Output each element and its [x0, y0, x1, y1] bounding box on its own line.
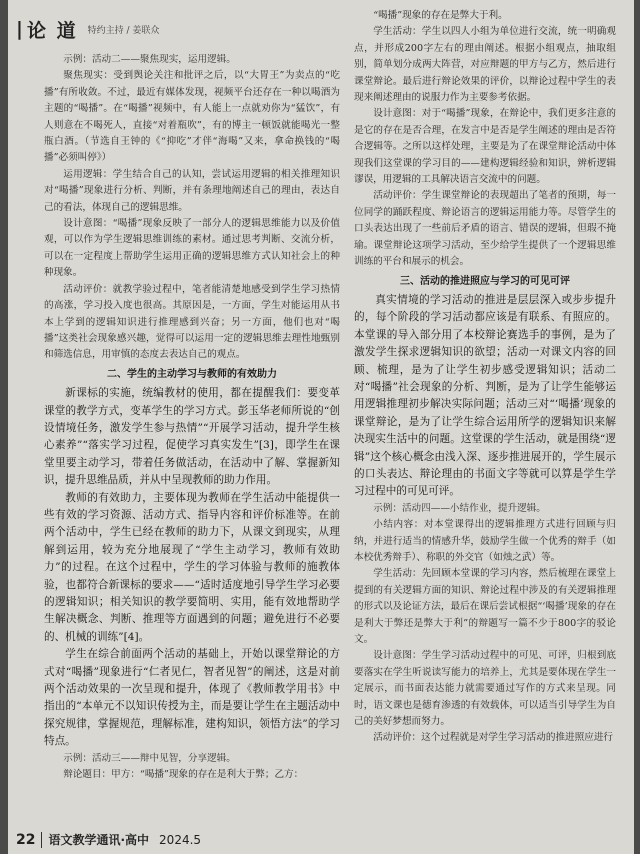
paragraph: 活动评价：就教学验过程中，笔者能清楚地感受到学生学习热情的高涨，学习投入度也很高。其原因是，一方面，学生对能运用从书本上学到的逻辑知识进行推理感到兴奋；另一方面，他们也对“喝播”这类社会现象感兴趣，觉得可以运用一定的逻辑思维去理性地甄别和筛选信息，用审慎的态度去表达自己的观点。: [44, 283, 340, 361]
issue-date: 2024.5: [159, 832, 202, 847]
paragraph: 设计意图：学生学习活动过程中的可见、可评，归根到底要落实在学生听说读写能力的培养上，尤其是要体现在学生一定展示，而书面表达能力就需要通过写作的方式来呈现。同时，语文课也是德育渗透的有效载体，可以适当引导学生为自己的美好梦想而努力。: [354, 650, 616, 728]
paragraph: 教师的有效助力，主要体现为教师在学生活动中能提供一些有效的学习资源、活动方式、指导内容和评价标准等。在前两个活动中，学生已经在教师的助力下，从课文到现实，从理解到运用，较为充分地展现了“学生主动学习，教师有效助力”的过程。在这个过程中，学生的学习体验与教师的施教体验，也都符合新课标的要求——“适时适度地引导学生学习必要的逻辑知识；相关知识的教学要简明、实用，能有效地帮助学生解决概念、判断、推理等方面遇到的问题；避免进行不必要的、机械的训练”[4]。: [44, 491, 340, 643]
section-heading: 二、学生的主动学习与教师的有效助力: [107, 368, 277, 380]
paragraph: 活动评价：学生课堂辩论的表现超出了笔者的预期，每一位同学的踊跃程度、辩论语言的逻辑运用能力等。尽管学生的口头表达出现了一些前后矛盾的语言、错误的逻辑，但瑕不掩瑜。课堂辩论这项学习活动，至少给学生提供了一个逻辑思维训练的平台和展示的机会。: [354, 190, 616, 268]
paragraph: 真实情境的学习活动的推进是层层深入或步步提升的，每个阶段的学习活动都应该是有联系、有照应的。本堂课的导入部分用了本校辩论赛选手的事例，是为了激发学生探求逻辑知识的欲望；活动一对课文内容的回顾、梳理，是为了让学生初步感受逻辑知识；活动二对“喝播”社会现象的分析、判断，是为了让学生能够运用逻辑推理初步解决实际问题；活动三对“‘喝播’现象的课堂辩论，是为了让学生综合运用所学的逻辑知识来解决现实生活中的问题。这堂课的学生活动，就是围绕“逻辑”这个核心概念由浅入深、逐步推进展开的，学生展示的口头表达、辩论理由的书面文字等就可以算是学生学习过程中的可见可评。: [354, 293, 616, 498]
section-heading: 三、活动的推进照应与学习的可见可评: [400, 275, 570, 287]
footer-divider: [41, 832, 42, 848]
paragraph: 设计意图：对于“喝播”现象，在辩论中，我们更多注意的是它的存在是否合理，在发言中是否是学生阐述的理由是否符合逻辑等。之所以这样处理，主要是为了在课堂辩论活动中体现我们这堂课的学习目的——建构逻辑经验和知识，辨析逻辑谬误，用逻辑的工具解决语言交流中的问题。: [354, 108, 616, 186]
right-column: [354, 8, 616, 747]
paragraph: 学生活动：学生以四人小组为单位进行交流，统一明确观点，并形成200字左右的理由阐述。根据小组观点，抽取组别，简单划分成两大阵营，对应辩题的甲方与乙方，然后进行课堂辩论。最后进行辩论效果的评价，以辩论过程中学生的表现来阐述理由的说服力作为主要参考依据。: [354, 26, 616, 104]
paragraph: 学生活动：先回顾本堂课的学习内容，然后梳理在课堂上提到的有关逻辑方面的知识、辩论过程中涉及的有关逻辑推理的形式以及论证方法，最后在课后尝试根据“‘喝播’现象的存在是利大于弊还是弊大于利”的辩题写一篇不少于800字的驳论文。: [354, 568, 616, 646]
paragraph: 新课标的实施，统编教材的使用，都在提醒我们：要变革课堂的教学方式，变革学生的学习方式。彭玉华老师所说的“创设情境任务，激发学生参与热情”“开展学习活动，提升学生核心素养”“落实学习过程，促使学习真实发生”[3]，即学生在课堂里要主动学习，带着任务做活动，在活动中了解、掌握新知识，提升思维品质，并从中呈现教师的助力作用。: [44, 387, 340, 487]
paragraph: 运用逻辑：学生结合自己的认知，尝试运用逻辑的相关推理知识对“喝播”现象进行分析、判断，并有条理地阐述自己的理由，表达自己的看法，体现自己的逻辑思维。: [44, 168, 340, 213]
header-bar: |: [16, 18, 23, 40]
paragraph: 示例：活动二——聚焦现实，运用逻辑。: [63, 54, 236, 65]
paragraph: “喝播”现象的存在是弊大于利。: [373, 10, 508, 21]
column-host: 特约主持 / 姜联众: [87, 25, 160, 36]
page-footer: [16, 831, 201, 848]
column-category: 论 道: [26, 19, 78, 42]
paragraph: 学生在综合前面两个活动的基础上，开始以课堂辩论的方式对“喝播”现象进行“仁者见仁，智者见智”的阐述，这是对前两个活动效果的一次呈现和提升，体现了《教师教学用书》中指出的“本单元不以知识传授为主，而是要让学生在主题活动中探究规律，掌握规范，理解标准，建构知识，领悟方法”的学习特点。: [44, 648, 340, 748]
paragraph: 示例：活动四——小结作业，提升逻辑。: [373, 502, 546, 514]
paragraph: 辩论题目：甲方：“喝播”现象的存在是利大于弊；乙方：: [63, 769, 304, 781]
page-number: 22: [16, 831, 36, 848]
paragraph: 小结内容：对本堂课得出的逻辑推理方式进行回顾与归纳，并进行适当的情感升华，鼓励学生做一个优秀的辩手（如本校优秀辩手）、称职的外交官（如烛之武）等。: [354, 519, 616, 563]
paragraph: 活动评价：这个过程就是对学生学习活动的推进照应进行: [373, 732, 614, 744]
magazine-name: 语文教学通讯·高中: [48, 833, 150, 847]
paragraph: 示例：活动三——辩中见智，分享逻辑。: [63, 752, 236, 764]
page-header: [16, 14, 159, 44]
paragraph: 设计意图：“喝播”现象反映了一部分人的逻辑思维能力以及价值观，可以作为学生逻辑思维训练的素材。通过思考判断、交流分析，可以在一定程度上帮助学生运用正确的逻辑思维方式认知社会上的种种现象。: [44, 218, 340, 279]
paragraph: 聚焦现实：受到舆论关注和批评之后，以“大胃王”为卖点的“吃播”有所收敛。不过，最近有媒体发现，视频平台还存在一种以喝酒为主题的“喝播”。在“喝播”视频中，有人能上一点就劝你为“猛饮”，有人则意在不喝死人，直接“对着瓶吹”，有的博主一顿饭就能喝光一整瓶白酒。（节选自王钟的《“抑吃”才伴“海喝”又来，拿命换钱的“喝播”必须叫停》）: [44, 70, 340, 164]
left-column: [44, 52, 340, 783]
journal-page: [8, 0, 634, 854]
